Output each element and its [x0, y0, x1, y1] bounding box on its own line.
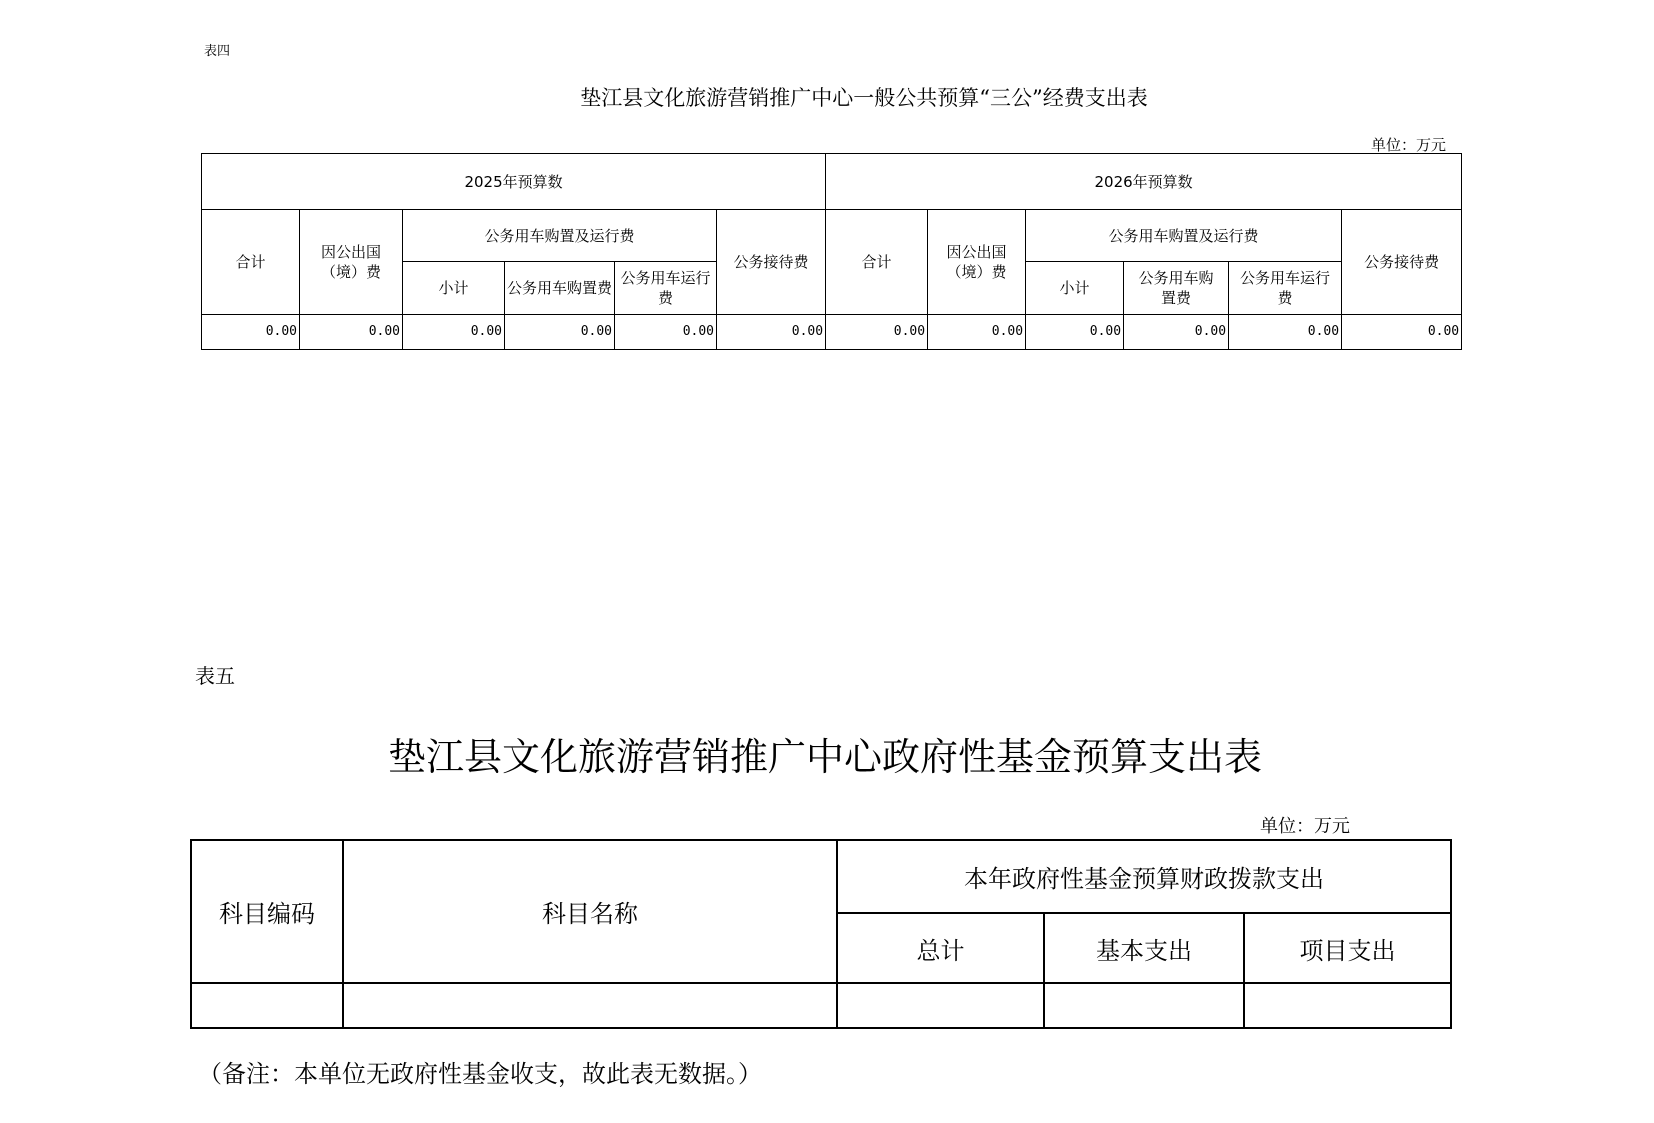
header-abroad: 因公出国 （境）费 [928, 210, 1026, 315]
header-total: 合计 [826, 210, 928, 315]
header-grand-total: 总计 [837, 913, 1044, 983]
cell-2025-total: 0.00 [202, 315, 300, 350]
group-header-2026: 2026年预算数 [826, 154, 1462, 210]
table4-unit: 单位：万元 [1370, 136, 1446, 154]
header-abroad: 因公出国 （境）费 [300, 210, 403, 315]
cell-2025-reception: 0.00 [717, 315, 826, 350]
header-vehicle-purchase: 公务用车购 置费 [1124, 262, 1229, 315]
table5-label: 表五 [195, 664, 235, 688]
table5-unit: 单位：万元 [1260, 816, 1350, 837]
empty-cell [191, 983, 343, 1028]
header-subject-name: 科目名称 [343, 840, 837, 983]
cell-2025-subtotal: 0.00 [403, 315, 505, 350]
cell-2026-subtotal: 0.00 [1026, 315, 1124, 350]
table-row [202, 315, 1462, 350]
header-fund-appropriation: 本年政府性基金预算财政拨款支出 [837, 840, 1451, 913]
table4-title: 垫江县文化旅游营销推广中心一般公共预算“三公”经费支出表 [580, 86, 1148, 110]
header-subject-code: 科目编码 [191, 840, 343, 983]
cell-2026-total: 0.00 [826, 315, 928, 350]
empty-cell [343, 983, 837, 1028]
cell-2026-running: 0.00 [1229, 315, 1342, 350]
cell-2026-reception: 0.00 [1342, 315, 1462, 350]
cell-2026-purchase: 0.00 [1124, 315, 1229, 350]
cell-2025-purchase: 0.00 [505, 315, 615, 350]
header-subtotal: 小计 [403, 262, 505, 315]
empty-cell [1044, 983, 1244, 1028]
header-total: 合计 [202, 210, 300, 315]
header-vehicle: 公务用车购置及运行费 [1026, 210, 1342, 262]
cell-2025-abroad: 0.00 [300, 315, 403, 350]
header-subtotal: 小计 [1026, 262, 1124, 315]
header-vehicle-running: 公务用车运行 费 [1229, 262, 1342, 315]
government-fund-budget-table [190, 839, 1452, 1029]
header-vehicle-running: 公务用车运行费 [615, 262, 717, 315]
header-vehicle-purchase: 公务用车购置费 [505, 262, 615, 315]
three-public-expenses-table [201, 153, 1462, 350]
table4-label: 表四 [204, 44, 231, 59]
header-vehicle: 公务用车购置及运行费 [403, 210, 717, 262]
header-basic-expense: 基本支出 [1044, 913, 1244, 983]
header-reception: 公务接待费 [1342, 210, 1462, 315]
empty-cell [1244, 983, 1451, 1028]
cell-2025-running: 0.00 [615, 315, 717, 350]
cell-2026-abroad: 0.00 [928, 315, 1026, 350]
header-project-expense: 项目支出 [1244, 913, 1451, 983]
table5-title: 垫江县文化旅游营销推广中心政府性基金预算支出表 [387, 735, 1262, 779]
header-reception: 公务接待费 [717, 210, 826, 315]
group-header-2025: 2025年预算数 [202, 154, 826, 210]
table5-note: （备注：本单位无政府性基金收支，故此表无数据。） [198, 1060, 762, 1088]
table-row [191, 983, 1451, 1028]
empty-cell [837, 983, 1044, 1028]
